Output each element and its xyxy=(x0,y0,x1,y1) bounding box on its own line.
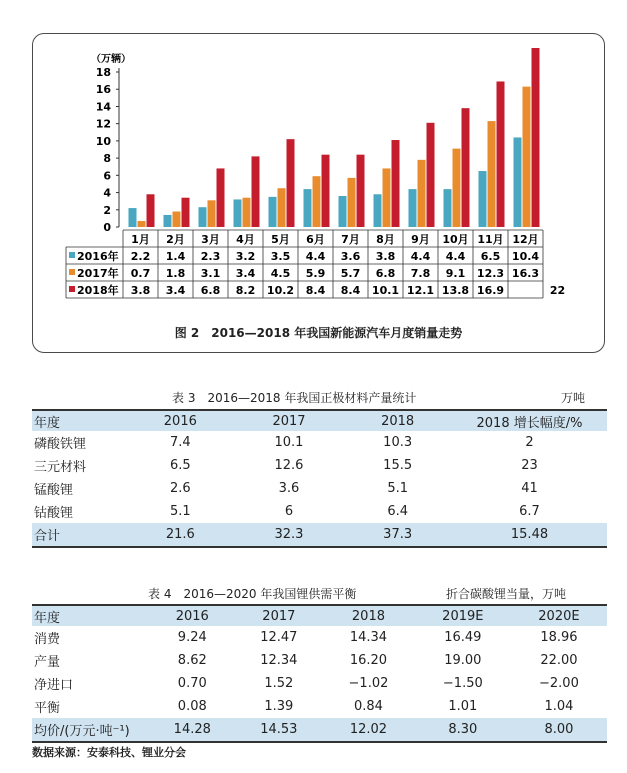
data-label: 4.4 xyxy=(410,250,431,263)
table3 xyxy=(32,409,607,548)
table-row xyxy=(32,500,607,523)
table4 xyxy=(32,604,607,743)
table-cell: 8.00 xyxy=(511,718,607,742)
data-label: 3.5 xyxy=(270,250,291,263)
bar-2018年-8月 xyxy=(392,140,400,227)
table-cell: −1.02 xyxy=(348,676,389,691)
bar-2016年-1月 xyxy=(129,208,137,227)
bar-2016年-9月 xyxy=(409,189,417,227)
table-cell: 22.00 xyxy=(540,653,578,668)
table-cell: 41 xyxy=(521,481,538,496)
table4-unit: 折合碳酸锂当量，万吨 xyxy=(446,587,567,601)
bar-2018年-11月 xyxy=(497,81,505,227)
data-label: 10.2 xyxy=(266,284,295,297)
bar-2017年-4月 xyxy=(243,198,251,227)
bar-2018年-7月 xyxy=(357,155,365,227)
data-label: 8.4 xyxy=(340,284,361,297)
table3-title: 表 3 2016—2018 年我国正极材料产量统计 xyxy=(172,391,417,405)
x-category-label: 8月 xyxy=(376,233,395,246)
bar-2016年-6月 xyxy=(304,189,312,227)
data-label: 10.1 xyxy=(371,284,400,297)
data-label: 16.9 xyxy=(476,284,505,297)
table-row xyxy=(32,431,607,454)
table-cell: 合计 xyxy=(32,523,126,547)
table-row xyxy=(32,718,607,742)
bar-2017年-12月 xyxy=(523,87,531,227)
table-cell: 平衡 xyxy=(34,701,61,716)
table-cell: 14.53 xyxy=(236,718,323,742)
data-label: 2.3 xyxy=(200,250,221,263)
table-cell: 16.20 xyxy=(349,653,388,668)
table-cell: 6.7 xyxy=(519,504,540,519)
table-cell: 锰酸锂 xyxy=(34,483,74,498)
sales-bar-chart xyxy=(33,34,605,353)
table-cell: 23 xyxy=(521,458,538,473)
y-tick-label: 2 xyxy=(103,203,111,217)
table-cell: 21.6 xyxy=(126,523,235,547)
y-tick-label: 0 xyxy=(103,221,111,234)
table-cell: 12.34 xyxy=(260,653,298,668)
legend-series-name: 2016年 xyxy=(77,250,119,263)
data-label: 5.7 xyxy=(340,267,361,280)
table-cell: 5.1 xyxy=(169,504,191,519)
data-label: 16.3 xyxy=(511,267,540,280)
table-cell: 磷酸铁锂 xyxy=(34,437,87,452)
table-cell: 15.48 xyxy=(452,523,607,547)
data-label: 12.3 xyxy=(476,267,505,280)
table-cell: 16.49 xyxy=(444,630,482,645)
bar-2018年-9月 xyxy=(427,123,435,227)
table-cell: 2 xyxy=(525,435,534,450)
data-label: 4.5 xyxy=(270,267,291,280)
bar-2018年-5月 xyxy=(287,139,295,227)
x-category-label: 3月 xyxy=(201,233,220,246)
table-header-cell: 2020E xyxy=(511,605,607,626)
y-tick-label: 10 xyxy=(95,134,111,148)
data-label: 3.4 xyxy=(235,267,256,280)
y-tick-label: 18 xyxy=(95,66,111,79)
table-row xyxy=(32,695,607,718)
bar-2017年-3月 xyxy=(208,200,216,227)
table-cell: 12.47 xyxy=(260,630,298,645)
bar-2016年-10月 xyxy=(444,189,452,227)
bar-2016年-11月 xyxy=(479,171,487,227)
x-category-label: 7月 xyxy=(341,233,360,246)
table-cell: 5.1 xyxy=(387,481,408,496)
table-cell: 1.39 xyxy=(264,699,294,714)
table-cell: 钴酸锂 xyxy=(34,506,74,521)
table-header-cell: 2018 xyxy=(343,410,452,431)
table-cell: 15.5 xyxy=(383,458,413,473)
legend-series-name: 2018年 xyxy=(77,284,119,297)
data-source-note: 数据来源：安泰科技、锂业分会 xyxy=(32,746,186,759)
table-row xyxy=(32,523,607,547)
data-label: 4.4 xyxy=(305,250,326,263)
table-cell: 1.52 xyxy=(264,676,294,691)
table-row xyxy=(32,672,607,695)
bar-2016年-3月 xyxy=(199,207,207,227)
table-cell: 12.6 xyxy=(274,458,304,473)
bar-2018年-6月 xyxy=(322,155,330,227)
data-label: 6.8 xyxy=(375,267,396,280)
table-header-cell: 年度 xyxy=(32,410,126,431)
bar-2017年-7月 xyxy=(348,178,356,227)
data-label: 3.6 xyxy=(340,250,361,263)
table-header-cell: 2016 xyxy=(126,410,235,431)
data-label: 3.1 xyxy=(200,267,221,280)
x-category-label: 4月 xyxy=(236,233,255,246)
y-tick-label: 16 xyxy=(95,83,111,97)
data-label: 8.4 xyxy=(305,284,326,297)
table-cell: 2.6 xyxy=(169,481,191,496)
table-cell: 14.34 xyxy=(349,630,388,645)
legend-swatch xyxy=(69,286,75,292)
table-cell: 10.3 xyxy=(383,435,413,450)
x-category-label: 6月 xyxy=(306,233,325,246)
table-cell: 7.4 xyxy=(169,435,191,450)
table-cell: 均价/(万元·吨⁻¹) xyxy=(32,718,149,742)
legend-swatch xyxy=(69,269,75,275)
x-category-label: 2月 xyxy=(166,233,185,246)
table4-title: 表 4 2016—2020 年我国锂供需平衡 xyxy=(148,587,357,601)
data-label: 22 xyxy=(549,284,566,297)
data-label: 1.4 xyxy=(165,250,186,263)
x-category-label: 9月 xyxy=(411,233,430,246)
table-cell: 1.01 xyxy=(448,699,478,714)
x-category-label: 5月 xyxy=(271,233,290,246)
bar-2017年-11月 xyxy=(488,121,496,227)
table-header-cell: 2019E xyxy=(415,605,511,626)
data-label: 7.8 xyxy=(410,267,431,280)
y-tick-label: 12 xyxy=(95,117,111,131)
table-header-cell: 2017 xyxy=(235,410,344,431)
data-label: 1.8 xyxy=(165,267,186,280)
table-header-cell: 2018 xyxy=(322,605,415,626)
bar-2018年-1月 xyxy=(147,194,155,227)
data-label: 3.8 xyxy=(130,284,151,297)
data-label: 2.2 xyxy=(130,250,151,263)
data-label: 6.8 xyxy=(200,284,221,297)
table-header-row xyxy=(32,605,607,626)
bar-2016年-2月 xyxy=(164,215,172,227)
table-cell: 14.28 xyxy=(149,718,236,742)
data-label: 9.1 xyxy=(445,267,466,280)
table-cell: 19.00 xyxy=(444,653,482,668)
table-cell: 9.24 xyxy=(177,630,207,645)
table-row xyxy=(32,649,607,672)
bar-2016年-8月 xyxy=(374,194,382,227)
table-cell: 10.1 xyxy=(274,435,304,450)
bar-2017年-1月 xyxy=(138,221,146,227)
data-label: 3.2 xyxy=(235,250,256,263)
table-header-cell: 2016 xyxy=(149,605,236,626)
x-category-label: 1月 xyxy=(131,233,150,246)
bar-2016年-5月 xyxy=(269,197,277,227)
bar-2017年-2月 xyxy=(173,212,181,228)
table-cell: 3.6 xyxy=(278,481,300,496)
table-cell: 8.30 xyxy=(415,718,511,742)
table-cell: 净进口 xyxy=(34,678,74,693)
table-cell: 12.02 xyxy=(322,718,415,742)
bar-2018年-12月 xyxy=(532,48,540,227)
data-label: 12.1 xyxy=(406,284,435,297)
table3-unit: 万吨 xyxy=(561,391,586,405)
chart-caption: 图 2 2016—2018 年我国新能源汽车月度销量走势 xyxy=(174,326,463,340)
table-cell: 0.08 xyxy=(177,699,207,714)
table-cell: 0.70 xyxy=(177,676,207,691)
bar-2017年-9月 xyxy=(418,160,426,227)
y-tick-label: 14 xyxy=(95,100,111,114)
data-label: 13.8 xyxy=(441,284,470,297)
bar-2017年-8月 xyxy=(383,168,391,227)
bar-2018年-2月 xyxy=(182,198,190,227)
table-cell: 6.4 xyxy=(387,504,408,519)
table-cell: 18.96 xyxy=(540,630,578,645)
bar-2018年-3月 xyxy=(217,168,225,227)
table-cell: 32.3 xyxy=(235,523,344,547)
data-label: 3.4 xyxy=(165,284,186,297)
table-header-row xyxy=(32,410,607,431)
x-category-label: 12月 xyxy=(512,233,539,246)
y-tick-label: 8 xyxy=(103,152,111,166)
data-label: 4.4 xyxy=(445,250,466,263)
table-row xyxy=(32,477,607,500)
table-cell: 0.84 xyxy=(353,699,383,714)
table-header-cell: 年度 xyxy=(32,605,149,626)
data-label: 8.2 xyxy=(235,284,256,297)
table-cell: 8.62 xyxy=(177,653,207,668)
table-header-cell: 2017 xyxy=(236,605,323,626)
legend-swatch xyxy=(69,252,75,258)
table-cell: 消费 xyxy=(34,632,61,647)
data-label: 3.8 xyxy=(375,250,396,263)
bar-2016年-12月 xyxy=(514,137,522,227)
bar-2018年-10月 xyxy=(462,108,470,227)
data-label: 5.9 xyxy=(305,267,326,280)
bar-2017年-5月 xyxy=(278,188,286,227)
table-cell: 三元材料 xyxy=(34,460,87,475)
table-row xyxy=(32,454,607,477)
bar-2016年-4月 xyxy=(234,199,242,227)
data-label: 10.4 xyxy=(511,250,540,263)
bar-2017年-10月 xyxy=(453,149,461,227)
y-tick-label: 4 xyxy=(103,186,111,200)
legend-series-name: 2017年 xyxy=(77,267,119,280)
data-label: 0.7 xyxy=(130,267,151,280)
table-cell: 6 xyxy=(284,504,294,519)
x-category-label: 11月 xyxy=(477,233,504,246)
table-cell: 6.5 xyxy=(169,458,191,473)
table-cell: 产量 xyxy=(34,655,61,670)
table-header-cell: 2018 增长幅度/% xyxy=(452,410,607,431)
table-cell: 37.3 xyxy=(343,523,452,547)
table-cell: 1.04 xyxy=(544,699,574,714)
chart-panel xyxy=(32,33,605,353)
y-axis-label: （万辆） xyxy=(91,54,131,65)
bar-2016年-7月 xyxy=(339,196,347,227)
y-tick-label: 6 xyxy=(103,169,111,183)
data-label: 6.5 xyxy=(480,250,501,263)
table-cell: −1.50 xyxy=(442,676,483,691)
table-row xyxy=(32,626,607,649)
bar-2018年-4月 xyxy=(252,156,260,227)
x-category-label: 10月 xyxy=(442,233,469,246)
bar-2017年-6月 xyxy=(313,176,321,227)
table-cell: −2.00 xyxy=(539,676,579,691)
